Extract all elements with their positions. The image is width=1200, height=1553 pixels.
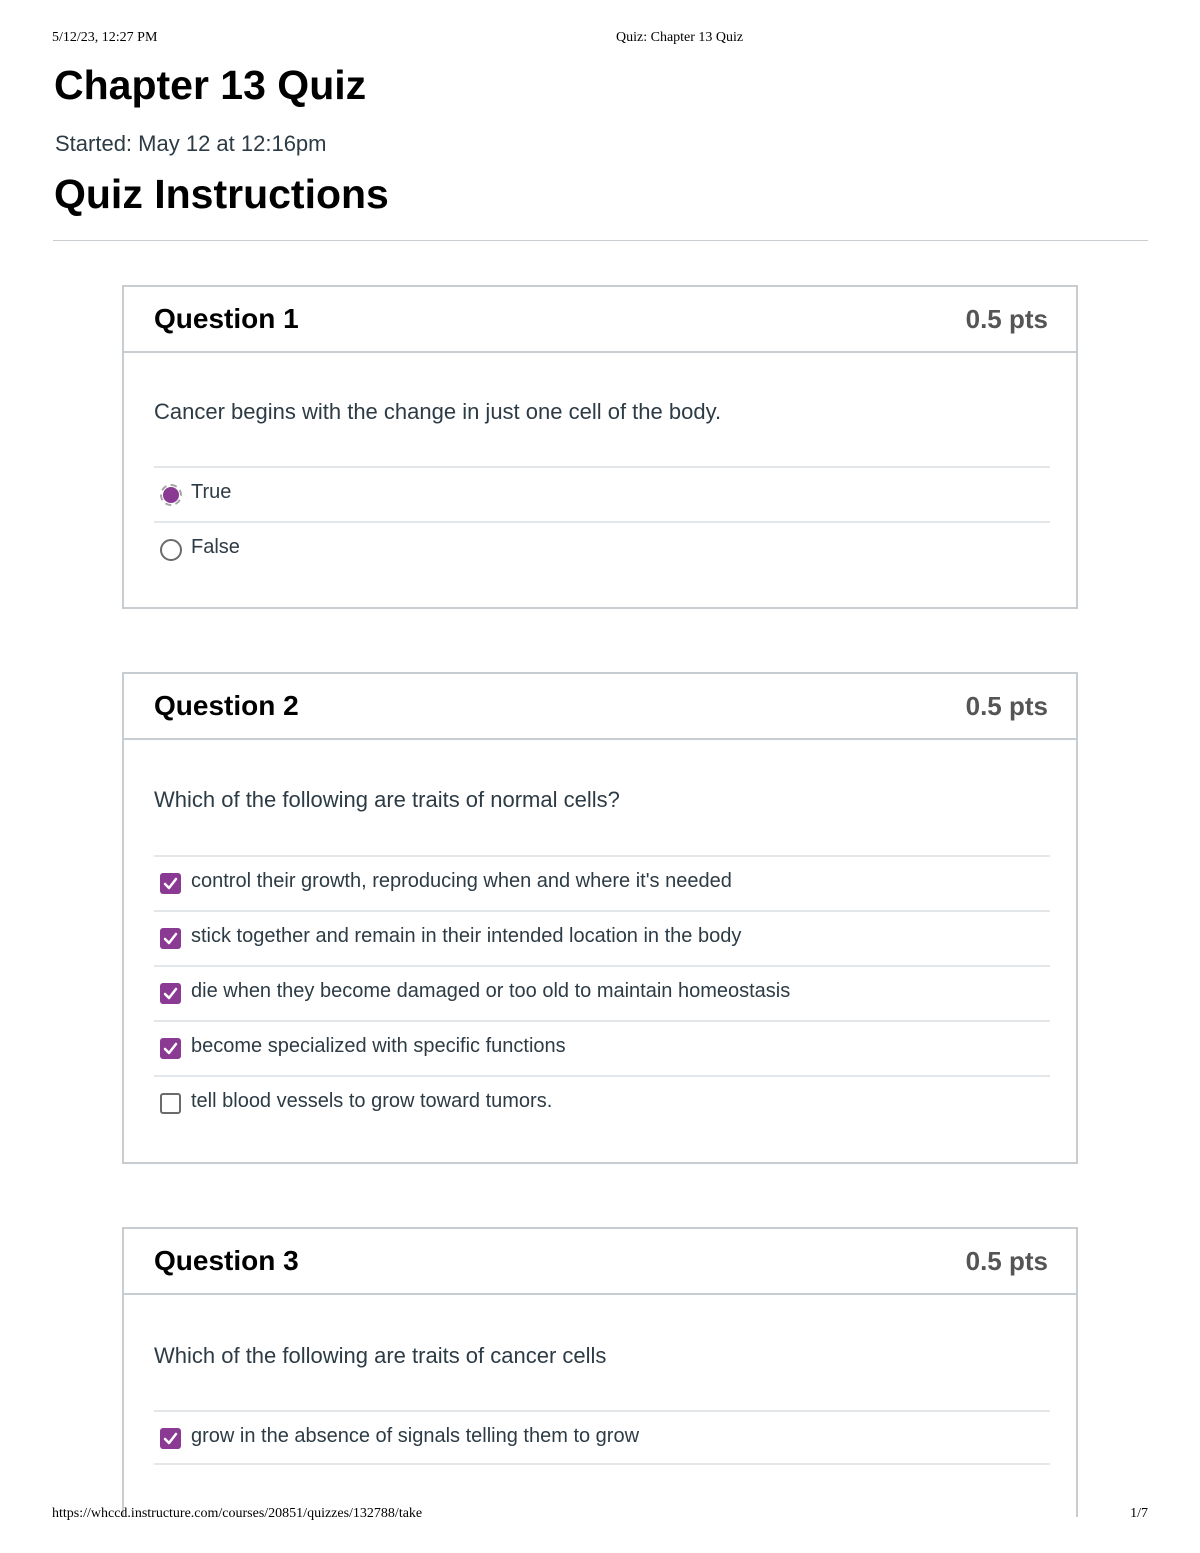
answer-option[interactable] [154, 910, 1050, 965]
checkmark-icon [160, 983, 181, 1004]
checkmark-icon [160, 1428, 181, 1449]
question-text: Cancer begins with the change in just one cell of the body. [154, 399, 722, 424]
question-text: Which of the following are traits of normal cells? [154, 787, 620, 812]
answer-list [154, 1410, 1050, 1465]
radio-button-selected[interactable] [160, 484, 182, 506]
question-name: Question 2 [154, 690, 299, 721]
checkmark-icon [160, 928, 181, 949]
print-footer [0, 1506, 1200, 1526]
checkbox-checked[interactable] [160, 1038, 181, 1059]
question-name: Question 1 [154, 303, 299, 334]
answer-label: stick together and remain in their intended location in the body [191, 925, 742, 947]
answer-label: grow in the absence of signals telling them to grow [191, 1425, 640, 1447]
print-header [0, 30, 1200, 50]
question-points: 0.5 pts [965, 1246, 1048, 1276]
checkbox-checked[interactable] [160, 873, 181, 894]
answer-option[interactable] [154, 855, 1050, 910]
question-card-2 [122, 672, 1078, 1164]
answer-option[interactable] [154, 1075, 1050, 1130]
answer-label: False [191, 536, 240, 558]
print-url: https://whccd.instructure.com/courses/20851/quizzes/132788/take [52, 1506, 423, 1521]
checkbox-checked[interactable] [160, 983, 181, 1004]
question-header [124, 674, 1076, 740]
header-divider [53, 240, 1148, 241]
answer-label: die when they become damaged or too old to maintain homeostasis [191, 980, 791, 1002]
radio-button[interactable] [160, 539, 182, 561]
answer-label: control their growth, reproducing when and where it's needed [191, 870, 732, 892]
answer-list [154, 855, 1050, 1130]
answer-label: become specialized with specific functions [191, 1035, 566, 1057]
checkbox[interactable] [160, 1093, 181, 1114]
checkbox-checked[interactable] [160, 928, 181, 949]
answer-option[interactable] [154, 1410, 1050, 1465]
print-doc-title: Quiz: Chapter 13 Quiz [616, 30, 744, 45]
question-header [124, 287, 1076, 353]
question-points: 0.5 pts [965, 691, 1048, 721]
question-card-3 [122, 1227, 1078, 1517]
print-datetime: 5/12/23, 12:27 PM [52, 30, 158, 45]
answer-option[interactable] [154, 1020, 1050, 1075]
question-header [124, 1229, 1076, 1295]
answer-list [154, 466, 1050, 576]
answer-label: tell blood vessels to grow toward tumors. [191, 1090, 553, 1112]
checkbox-checked[interactable] [160, 1428, 181, 1449]
question-text: Which of the following are traits of cancer cells [154, 1343, 607, 1368]
question-name: Question 3 [154, 1245, 299, 1276]
answer-option[interactable] [154, 965, 1050, 1020]
quiz-title: Chapter 13 Quiz [54, 62, 367, 108]
question-card-1 [122, 285, 1078, 609]
answer-option-true[interactable] [154, 466, 1050, 521]
checkmark-icon [160, 1038, 181, 1059]
checkmark-icon [160, 873, 181, 894]
quiz-started-time: Started: May 12 at 12:16pm [55, 131, 327, 156]
print-page-number: 1/7 [1130, 1506, 1148, 1521]
answer-label: True [191, 481, 232, 503]
answer-option-false[interactable] [154, 521, 1050, 576]
question-points: 0.5 pts [965, 304, 1048, 334]
quiz-instructions-heading: Quiz Instructions [54, 171, 389, 217]
